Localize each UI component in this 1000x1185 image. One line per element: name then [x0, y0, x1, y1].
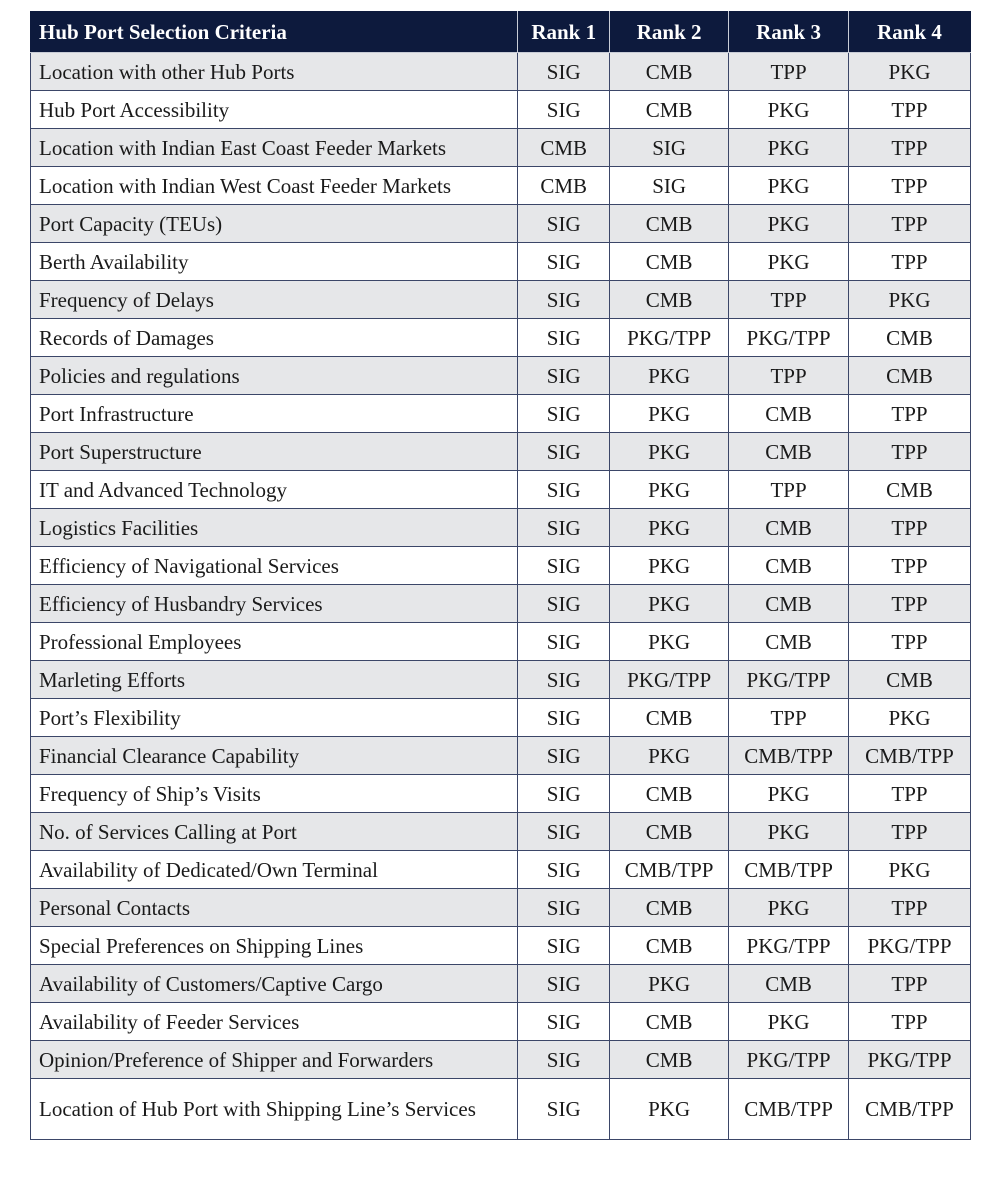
- criteria-cell: Efficiency of Navigational Services: [31, 547, 518, 585]
- rank-1-cell: SIG: [518, 737, 610, 775]
- rank-2-cell: PKG: [610, 547, 729, 585]
- rank-4-cell: TPP: [849, 775, 971, 813]
- rank-2-cell: CMB/TPP: [610, 851, 729, 889]
- rank-1-cell: SIG: [518, 889, 610, 927]
- table-row: [31, 889, 971, 927]
- criteria-cell: Location with other Hub Ports: [31, 53, 518, 91]
- criteria-cell: Financial Clearance Capability: [31, 737, 518, 775]
- rank-1-cell: SIG: [518, 813, 610, 851]
- rank-4-cell: TPP: [849, 167, 971, 205]
- rank-4-cell: CMB: [849, 661, 971, 699]
- rank-2-cell: CMB: [610, 205, 729, 243]
- rank-2-cell: PKG/TPP: [610, 319, 729, 357]
- rank-3-cell: PKG: [729, 167, 849, 205]
- rank-4-cell: TPP: [849, 91, 971, 129]
- rank-3-cell: TPP: [729, 281, 849, 319]
- rank-3-cell: PKG: [729, 243, 849, 281]
- rank-1-cell: SIG: [518, 1079, 610, 1140]
- rank-3-cell: CMB: [729, 395, 849, 433]
- criteria-cell: Location of Hub Port with Shipping Line’s Services: [31, 1079, 518, 1140]
- header-rank-3: Rank 3: [729, 12, 849, 53]
- rank-1-cell: SIG: [518, 509, 610, 547]
- header-row: [31, 12, 971, 53]
- rank-1-cell: SIG: [518, 547, 610, 585]
- criteria-cell: Availability of Feeder Services: [31, 1003, 518, 1041]
- criteria-cell: Records of Damages: [31, 319, 518, 357]
- rank-2-cell: CMB: [610, 1003, 729, 1041]
- rank-3-cell: PKG: [729, 129, 849, 167]
- rank-1-cell: SIG: [518, 395, 610, 433]
- rank-3-cell: CMB/TPP: [729, 737, 849, 775]
- table-row: [31, 927, 971, 965]
- rank-2-cell: PKG: [610, 1079, 729, 1140]
- rank-1-cell: SIG: [518, 927, 610, 965]
- rank-3-cell: PKG/TPP: [729, 661, 849, 699]
- table-row: [31, 129, 971, 167]
- rank-1-cell: SIG: [518, 91, 610, 129]
- rank-1-cell: SIG: [518, 433, 610, 471]
- table-row: [31, 1041, 971, 1079]
- rank-2-cell: CMB: [610, 53, 729, 91]
- criteria-cell: Location with Indian East Coast Feeder Markets: [31, 129, 518, 167]
- criteria-cell: Frequency of Ship’s Visits: [31, 775, 518, 813]
- rank-2-cell: PKG: [610, 357, 729, 395]
- rank-4-cell: CMB: [849, 357, 971, 395]
- table-row: [31, 623, 971, 661]
- rank-4-cell: CMB/TPP: [849, 737, 971, 775]
- rank-3-cell: PKG: [729, 91, 849, 129]
- table-row: [31, 775, 971, 813]
- table-row: [31, 509, 971, 547]
- table-row: [31, 547, 971, 585]
- rank-4-cell: CMB: [849, 471, 971, 509]
- rank-1-cell: SIG: [518, 281, 610, 319]
- rank-3-cell: PKG/TPP: [729, 1041, 849, 1079]
- rank-3-cell: CMB: [729, 623, 849, 661]
- rank-2-cell: PKG: [610, 737, 729, 775]
- rank-1-cell: SIG: [518, 205, 610, 243]
- rank-2-cell: PKG: [610, 433, 729, 471]
- rank-2-cell: PKG: [610, 395, 729, 433]
- criteria-cell: Opinion/Preference of Shipper and Forwarders: [31, 1041, 518, 1079]
- rank-3-cell: TPP: [729, 471, 849, 509]
- criteria-cell: Berth Availability: [31, 243, 518, 281]
- rank-1-cell: SIG: [518, 1003, 610, 1041]
- table-row: [31, 167, 971, 205]
- table-row: [31, 1079, 971, 1140]
- rank-2-cell: CMB: [610, 243, 729, 281]
- table-row: [31, 851, 971, 889]
- criteria-cell: Professional Employees: [31, 623, 518, 661]
- table-row: [31, 53, 971, 91]
- criteria-cell: Port Capacity (TEUs): [31, 205, 518, 243]
- rank-3-cell: CMB/TPP: [729, 851, 849, 889]
- rank-3-cell: PKG: [729, 1003, 849, 1041]
- rank-4-cell: PKG/TPP: [849, 1041, 971, 1079]
- criteria-cell: Efficiency of Husbandry Services: [31, 585, 518, 623]
- criteria-cell: Location with Indian West Coast Feeder Markets: [31, 167, 518, 205]
- criteria-cell: Logistics Facilities: [31, 509, 518, 547]
- criteria-cell: Policies and regulations: [31, 357, 518, 395]
- rank-2-cell: CMB: [610, 775, 729, 813]
- rank-4-cell: CMB/TPP: [849, 1079, 971, 1140]
- rank-4-cell: PKG/TPP: [849, 927, 971, 965]
- rank-1-cell: CMB: [518, 167, 610, 205]
- header-rank-1: Rank 1: [518, 12, 610, 53]
- rank-2-cell: PKG: [610, 623, 729, 661]
- table-row: [31, 433, 971, 471]
- rank-1-cell: SIG: [518, 471, 610, 509]
- rank-3-cell: CMB: [729, 585, 849, 623]
- criteria-cell: Hub Port Accessibility: [31, 91, 518, 129]
- rank-4-cell: TPP: [849, 395, 971, 433]
- rank-2-cell: PKG/TPP: [610, 661, 729, 699]
- rank-4-cell: PKG: [849, 53, 971, 91]
- rank-2-cell: PKG: [610, 509, 729, 547]
- table-row: [31, 471, 971, 509]
- table-row: [31, 813, 971, 851]
- table-row: [31, 395, 971, 433]
- rank-3-cell: CMB/TPP: [729, 1079, 849, 1140]
- rank-1-cell: SIG: [518, 53, 610, 91]
- criteria-cell: IT and Advanced Technology: [31, 471, 518, 509]
- rank-3-cell: PKG: [729, 889, 849, 927]
- table-row: [31, 281, 971, 319]
- rank-1-cell: SIG: [518, 661, 610, 699]
- rank-4-cell: TPP: [849, 1003, 971, 1041]
- hub-port-ranking-table: [30, 11, 971, 1140]
- rank-2-cell: SIG: [610, 167, 729, 205]
- rank-2-cell: CMB: [610, 91, 729, 129]
- rank-4-cell: CMB: [849, 319, 971, 357]
- rank-2-cell: CMB: [610, 699, 729, 737]
- rank-1-cell: SIG: [518, 319, 610, 357]
- table-row: [31, 737, 971, 775]
- rank-1-cell: SIG: [518, 965, 610, 1003]
- rank-1-cell: SIG: [518, 699, 610, 737]
- criteria-cell: Personal Contacts: [31, 889, 518, 927]
- rank-4-cell: PKG: [849, 281, 971, 319]
- rank-3-cell: CMB: [729, 509, 849, 547]
- rank-4-cell: PKG: [849, 699, 971, 737]
- table-row: [31, 319, 971, 357]
- rank-1-cell: SIG: [518, 243, 610, 281]
- criteria-cell: Marleting Efforts: [31, 661, 518, 699]
- table-body: [31, 53, 971, 1140]
- header-rank-2: Rank 2: [610, 12, 729, 53]
- rank-2-cell: CMB: [610, 927, 729, 965]
- rank-2-cell: PKG: [610, 471, 729, 509]
- table-row: [31, 965, 971, 1003]
- rank-4-cell: TPP: [849, 205, 971, 243]
- rank-3-cell: TPP: [729, 53, 849, 91]
- rank-3-cell: TPP: [729, 357, 849, 395]
- header-rank-4: Rank 4: [849, 12, 971, 53]
- rank-3-cell: PKG/TPP: [729, 319, 849, 357]
- rank-3-cell: CMB: [729, 547, 849, 585]
- rank-2-cell: CMB: [610, 889, 729, 927]
- rank-2-cell: CMB: [610, 813, 729, 851]
- rank-2-cell: PKG: [610, 965, 729, 1003]
- table-row: [31, 205, 971, 243]
- criteria-cell: Port Superstructure: [31, 433, 518, 471]
- rank-2-cell: CMB: [610, 281, 729, 319]
- criteria-cell: Port Infrastructure: [31, 395, 518, 433]
- header-criteria: Hub Port Selection Criteria: [31, 12, 518, 53]
- rank-3-cell: PKG/TPP: [729, 927, 849, 965]
- criteria-cell: Frequency of Delays: [31, 281, 518, 319]
- rank-4-cell: PKG: [849, 851, 971, 889]
- criteria-cell: No. of Services Calling at Port: [31, 813, 518, 851]
- rank-4-cell: TPP: [849, 813, 971, 851]
- rank-4-cell: TPP: [849, 965, 971, 1003]
- criteria-cell: Availability of Customers/Captive Cargo: [31, 965, 518, 1003]
- rank-1-cell: SIG: [518, 357, 610, 395]
- rank-3-cell: CMB: [729, 965, 849, 1003]
- rank-4-cell: TPP: [849, 243, 971, 281]
- rank-1-cell: SIG: [518, 623, 610, 661]
- rank-1-cell: SIG: [518, 585, 610, 623]
- table-header: [31, 12, 971, 53]
- criteria-cell: Port’s Flexibility: [31, 699, 518, 737]
- table-row: [31, 1003, 971, 1041]
- rank-1-cell: SIG: [518, 1041, 610, 1079]
- table-row: [31, 357, 971, 395]
- rank-4-cell: TPP: [849, 585, 971, 623]
- rank-4-cell: TPP: [849, 433, 971, 471]
- table-row: [31, 585, 971, 623]
- rank-4-cell: TPP: [849, 889, 971, 927]
- rank-2-cell: CMB: [610, 1041, 729, 1079]
- rank-3-cell: PKG: [729, 813, 849, 851]
- rank-3-cell: PKG: [729, 775, 849, 813]
- rank-4-cell: TPP: [849, 623, 971, 661]
- rank-1-cell: SIG: [518, 851, 610, 889]
- table-row: [31, 243, 971, 281]
- table-row: [31, 661, 971, 699]
- rank-3-cell: CMB: [729, 433, 849, 471]
- rank-2-cell: PKG: [610, 585, 729, 623]
- rank-1-cell: CMB: [518, 129, 610, 167]
- rank-1-cell: SIG: [518, 775, 610, 813]
- criteria-cell: Availability of Dedicated/Own Terminal: [31, 851, 518, 889]
- rank-4-cell: TPP: [849, 547, 971, 585]
- rank-3-cell: PKG: [729, 205, 849, 243]
- table-row: [31, 699, 971, 737]
- rank-3-cell: TPP: [729, 699, 849, 737]
- rank-4-cell: TPP: [849, 509, 971, 547]
- rank-2-cell: SIG: [610, 129, 729, 167]
- table-row: [31, 91, 971, 129]
- rank-4-cell: TPP: [849, 129, 971, 167]
- criteria-cell: Special Preferences on Shipping Lines: [31, 927, 518, 965]
